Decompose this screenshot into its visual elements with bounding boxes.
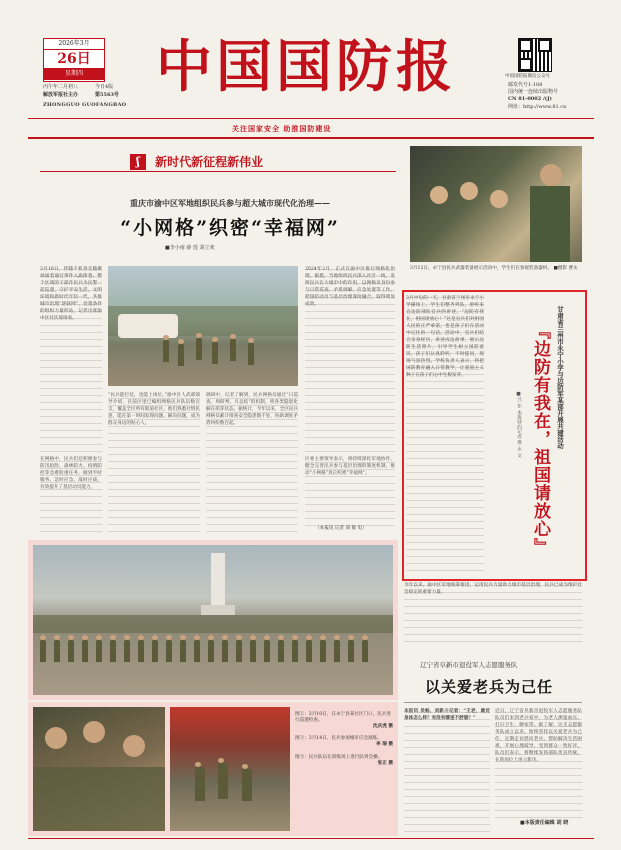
website[interactable]: 网址：http://www.81.cn [508, 104, 567, 110]
lead-text-col-2: 2024年2月，正式在渝中区推行网格化治理。据悉，当地组织民兵深入社区一线，发挥民兵在大城市中的作用，以网格员身份参与日常巡查、矛盾调解、应急处置等工作，把国防动员与基层治理深度融合，取得明显成效。 [305, 266, 395, 452]
side-extra-text: 今年以来，渝中区军地统筹推进，运用民兵力量助力城市基层治理，民兵已成为维护社会稳定的重要力量。 [404, 582, 582, 642]
lead-text-col-1: 3月16日，伴随千机春光随聚禄涌着通过事件入渝街巷。整个区域的干部作民兵为民警一起巡逻，守护平安生活，文明环境和新时代年轻一代，共推城市治理“逐联网”，处置条件的组织力量所站，记者出席渝中区社区现场看。 [40, 266, 102, 452]
lead-text-col-6: 区委主要领导表示，将持续深化军地协作，健全完善民兵参与基层治理的制度机制，推动“小网格”真正织密“幸福网”。 [305, 456, 395, 526]
side-kicker: 甘肃省兰州市永宁小学与边防军某部开展共建活动 [556, 306, 564, 449]
side-byline: ■吕 东 本报特约记者 曹 永 文 [516, 392, 521, 458]
masthead-title: 中国国防报 [156, 34, 456, 100]
lunar-date: 丙午年二月初八 [43, 84, 79, 90]
mid-parade-photo[interactable] [33, 545, 393, 695]
sub-code: 邮发代号1-188 [508, 82, 543, 88]
bottom-photo-1[interactable] [33, 707, 165, 831]
cn-code: CN 81-0002 /(J) [508, 96, 552, 102]
soldier-row [40, 632, 390, 672]
section-logo-icon: ʃ [130, 154, 146, 170]
lead-photo[interactable] [108, 266, 298, 386]
section-title: 新时代新征程新伟业 [155, 155, 264, 169]
date-year-month: 2026年3月 [44, 39, 104, 50]
slogan: 关注国家安全 助推国防建设 [232, 124, 332, 133]
lead-headline: “小网格”织密“幸福网” [120, 217, 340, 239]
bottom-photo-2[interactable] [170, 707, 290, 831]
caption-2: 图②：3月14日，民兵参加城市应急演练。 [295, 736, 382, 742]
side-article-text: 3月中旬的一天，甘肃省兰州市永宁小学操场上，学生们整齐列队，聆听来自边防部队官兵的讲述。“边防有我在，祖国请放心！”这是官兵们对祖国人民的庄严承诺，也是孩子们在活动中记住的一句话。活动中，官兵们结合亲身经历，讲述戍边故事，展示边防生活照片，引导学生树立国防意识。孩子们认真聆听，不时提问，现场气氛热烈。学校负责人表示，将把国防教育融入日常教学，让爱国主义种子在孩子们心中生根发芽。 [406, 295, 484, 571]
publisher: 解放军报社主办 [43, 92, 79, 98]
credit-2: 李 瑞 摄 [376, 742, 393, 748]
bottom-kicker: 辽宁省阜新市退役军人志愿服务队 [420, 661, 518, 669]
slogan-rule [28, 137, 594, 139]
bottom-headline: 以关爱老兵为己任 [425, 678, 554, 696]
date-box [43, 38, 105, 82]
issue-today: 今日4版 [95, 84, 114, 90]
date-day: 26日 [57, 51, 91, 67]
bottom-rule [404, 702, 582, 703]
issue-number: 第5563号 [95, 92, 119, 98]
credit-3: 张正 摄 [377, 760, 393, 766]
lead-text-col-3: “民兵能打仗，也能上岗位。”渝中区人武部领导介绍，目前区里已编组网格民兵队伍数百支，覆盖全区所有街道社区。他们熟悉社情民意，能在第一时间发现问题、解决问题，成为群众身边的贴心人。 [108, 392, 200, 532]
lead-end-mark: （本报讯 记者 刘 敏 电） [315, 526, 367, 531]
lead-kicker: 重庆市渝中区军地组织民兵参与超大城市现代化治理—— [130, 198, 330, 208]
masthead-rule [28, 118, 594, 119]
caption-3: 图③：民兵队伍在训练场上进行队列会操。 [295, 754, 383, 760]
credit-1: 沈庆虎 摄 [373, 724, 393, 729]
footer-rule [28, 838, 594, 839]
cn-code-label: 国内统一连续出版物号 [508, 89, 559, 95]
date-weekday: 星期四 [44, 68, 104, 80]
section-banner [130, 151, 330, 169]
qr-code[interactable] [518, 38, 552, 72]
qr-caption: 中国国防报微信公众号 [505, 74, 550, 79]
bottom-text-col-1: 本报讯 吴畅、刘新斗记者：“王老，最近身体怎么样？有没有哪里不舒服？” [404, 708, 490, 832]
editor-credit: ■本版责任编辑 胡 晓 [520, 820, 569, 826]
lead-byline: ■李小南 薛 莲 刘立欢 [165, 245, 215, 251]
lead-text-col-5: 在网格中，民兵们还积极参与防汛抢险、森林防火、疫情防控等急难险重任务，做到平时服务、急时应急、战时应战，有效提升了基层动员能力。 [40, 456, 102, 532]
side-headline: 『边防有我在，祖国请放心』 [530, 322, 550, 556]
bottom-photo-captions [295, 712, 393, 832]
lead-text-col-4: 调研中，记者了解到，民兵网格员通过“日巡查、周研判、月总结”的机制，将各类隐患化解在萌芽状态。据统计，今年以来，全区民兵网格员累计排查安全隐患数千处，协助调处矛盾纠纷数百起。 [206, 392, 298, 532]
caption-1: 图①：3月10日，在永宁县某社区门口，民兵进行巡逻检查。 [295, 712, 392, 723]
side-photo-caption: 3月12日，永宁县民兵武器装备展示活动中，学生们在参观装备器材。 ■摄影 曹永 [410, 266, 578, 271]
side-top-photo[interactable] [410, 146, 582, 262]
pinyin-name: ZHONGGUO GUOFANGBAO [43, 102, 127, 108]
bottom-text-col-2: 近日，辽宁省阜新市退役军人志愿服务队队员们来到老兵家中，为老人测量血压、打扫卫生、聊家常。据了解，这支志愿服务队成立以来，始终坚持以关爱老兵为己任，定期走访慰问老兵，帮助解决生活困难，开展心理疏导，受到群众一致好评。队员们表示，将继续发扬部队优良传统，在新岗位上再立新功。 [495, 708, 582, 818]
banner-rule [40, 171, 396, 172]
